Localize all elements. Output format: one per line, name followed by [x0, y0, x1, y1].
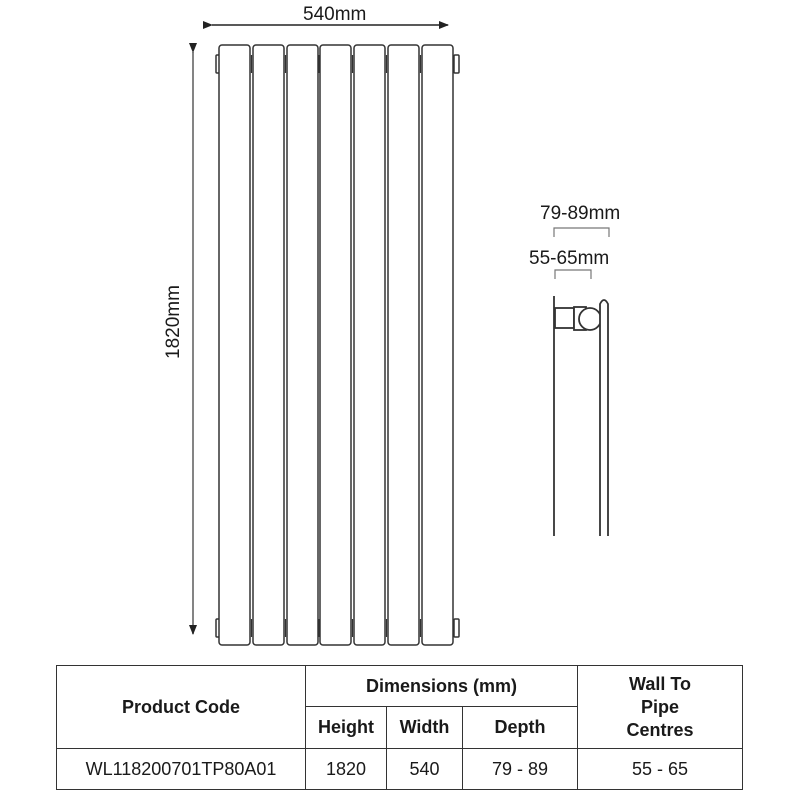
height-dimension-label: 1820mm — [163, 285, 184, 359]
pipe-centres-dimension-label: 55-65mm — [529, 248, 610, 269]
radiator-column-4 — [320, 45, 351, 645]
radiator-column-3 — [287, 45, 318, 645]
header-wall-to-pipe-centres: Wall To Pipe Centres — [578, 666, 743, 749]
specification-table — [56, 665, 743, 790]
radiator-column-1 — [219, 45, 250, 645]
radiator-column-5 — [354, 45, 385, 645]
header-dimensions-group: Dimensions (mm) — [306, 666, 578, 707]
depth-dimension-label: 79-89mm — [540, 203, 621, 224]
header-width: Width — [387, 707, 463, 749]
header-height: Height — [306, 707, 387, 749]
pipe-centres-bracket — [555, 270, 591, 279]
cell-height: 1820 — [306, 749, 387, 790]
header-product-code: Product Code — [57, 666, 306, 749]
radiator-side-view — [554, 228, 609, 536]
depth-bracket — [554, 228, 609, 237]
radiator-column-7 — [422, 45, 453, 645]
cell-product-code: WL118200701TP80A01 — [57, 749, 306, 790]
cell-width: 540 — [387, 749, 463, 790]
radiator-front-view — [216, 45, 459, 645]
cell-wall-to-pipe: 55 - 65 — [578, 749, 743, 790]
header-depth: Depth — [463, 707, 578, 749]
radiator-column-2 — [253, 45, 284, 645]
radiator-column-6 — [388, 45, 419, 645]
table-row — [57, 749, 743, 790]
cell-depth: 79 - 89 — [463, 749, 578, 790]
width-dimension-label: 540mm — [303, 4, 367, 25]
